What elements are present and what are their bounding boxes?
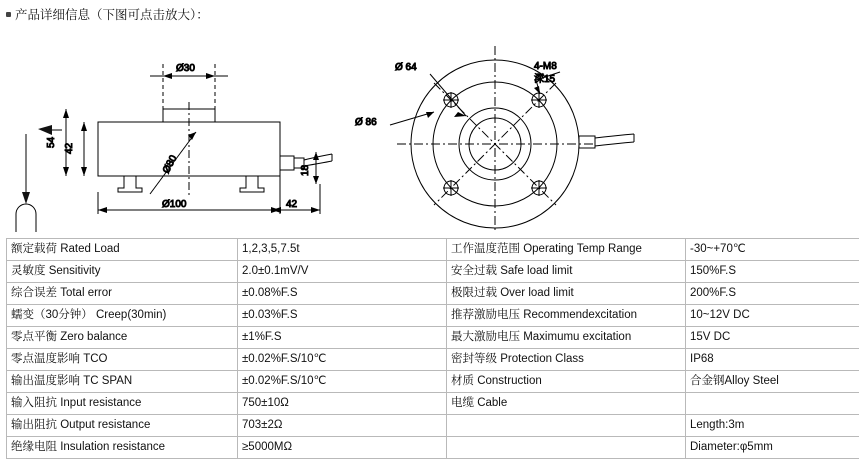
spec-label-cell: [7, 239, 238, 261]
spec-value2-cell: IP68: [686, 349, 859, 371]
spec-label-en: Output resistance: [60, 419, 150, 431]
spec-label-cell: [7, 371, 238, 393]
spec-value-cell: 750±10Ω: [238, 393, 447, 415]
spec-value2-cell: 200%F.S: [686, 283, 859, 305]
spec-value2-cell: 150%F.S: [686, 261, 859, 283]
dim-heights: [46, 109, 87, 176]
spec-label2-cell: [447, 349, 686, 371]
label-thread-depth: 深15: [534, 73, 556, 85]
bullet-icon: [6, 12, 11, 17]
sensor-top-view: [397, 46, 634, 232]
spec-value-cell: ±0.02%F.S/10℃: [238, 371, 447, 393]
spec-value2-cell: 合金钢Alloy Steel: [686, 371, 859, 393]
spec-label-en: Zero balance: [60, 331, 127, 343]
dim-cable-length: [272, 184, 320, 214]
table-row: [7, 349, 859, 371]
spec-label-cell: [7, 305, 238, 327]
spec-label-cell: [7, 349, 238, 371]
spec-label2-cell: [447, 437, 686, 459]
spec-label2-en: Protection Class: [500, 353, 584, 365]
table-row: [7, 239, 859, 261]
spec-value-cell: ≥5000MΩ: [238, 437, 447, 459]
spec-label2-cn: 密封等级: [451, 353, 500, 365]
spec-label2-cell: [447, 415, 686, 437]
spec-label2-cell: [447, 261, 686, 283]
spec-label-cell: [7, 327, 238, 349]
table-row: [7, 371, 859, 393]
spec-label2-cell: [447, 327, 686, 349]
spec-label-cn: 蠕变（30分钟）: [11, 309, 96, 321]
technical-drawing[interactable]: [0, 24, 859, 232]
spec-label2-cell: [447, 239, 686, 261]
spec-label-cell: [7, 415, 238, 437]
spec-label2-cell: [447, 371, 686, 393]
spec-label2-cn: 材质: [451, 375, 477, 387]
spec-label-cell: [7, 437, 238, 459]
sensor-side-body: [98, 102, 280, 196]
spec-label2-en: Recommendexcitation: [523, 309, 637, 321]
spec-label-en: Total error: [60, 287, 112, 299]
spec-value-cell: ±0.08%F.S: [238, 283, 447, 305]
spec-label-cn: 灵敏度: [11, 265, 49, 277]
spec-label-en: Rated Load: [60, 243, 119, 255]
spec-label-cn: 额定载荷: [11, 243, 60, 255]
spec-value2-cell: Length:3m: [686, 415, 859, 437]
spec-label2-cn: 电缆: [451, 397, 477, 409]
label-cable-length: 42: [286, 199, 298, 210]
table-row: [7, 261, 859, 283]
label-base-diameter: Ø100: [162, 199, 187, 210]
spec-value2-cell: [686, 393, 859, 415]
label-height-54: 54: [46, 136, 57, 148]
spec-label-en: Sensitivity: [49, 265, 101, 277]
spec-label2-en: Safe load limit: [500, 265, 572, 277]
spec-label2-en: Construction: [477, 375, 542, 387]
spec-label-cn: 输出阻抗: [11, 419, 60, 431]
spec-label2-cell: [447, 283, 686, 305]
table-row: [7, 327, 859, 349]
spec-label-en: Input resistance: [60, 397, 141, 409]
spec-value2-cell: 10~12V DC: [686, 305, 859, 327]
spec-label2-cn: 工作温度范围: [451, 243, 523, 255]
spec-label-cn: 输出温度影响 TC SPAN: [11, 375, 132, 387]
spec-label-cell: [7, 283, 238, 305]
spec-value2-cell: Diameter:φ5mm: [686, 437, 859, 459]
dim-cable-height: [300, 152, 319, 184]
table-row: [7, 393, 859, 415]
spec-label-cn: 零点平衡: [11, 331, 60, 343]
spec-label2-en: Over load limit: [500, 287, 574, 299]
spec-label2-cell: [447, 305, 686, 327]
table-row: [7, 437, 859, 459]
spec-value-cell: 703±2Ω: [238, 415, 447, 437]
spec-label-en: Insulation resistance: [60, 441, 165, 453]
dim-thread: [534, 61, 560, 94]
spec-value-cell: 1,2,3,5,7.5t: [238, 239, 447, 261]
spec-label-cn: 输入阻抗: [11, 397, 60, 409]
spec-label-cell: [7, 261, 238, 283]
label-thread-spec: 4-M8: [534, 61, 557, 72]
label-outer-diameter: Ø 64: [395, 62, 417, 73]
label-top-diameter: Ø30: [176, 63, 195, 74]
specification-table-body: [7, 239, 859, 459]
spec-value2-cell: 15V DC: [686, 327, 859, 349]
drawing-svg: [0, 24, 859, 232]
spec-label2-en: Operating Temp Range: [523, 243, 642, 255]
spec-label-cell: [7, 393, 238, 415]
spec-value-cell: ±1%F.S: [238, 327, 447, 349]
label-height-42: 42: [64, 142, 75, 154]
spec-value-cell: ±0.03%F.S: [238, 305, 447, 327]
spec-label-en: Creep(30min): [96, 309, 166, 321]
page-title-text: 产品详细信息（下图可点击放大）：: [15, 8, 209, 22]
cable-outlet-top: [579, 134, 634, 148]
spec-value-cell: ±0.02%F.S/10℃: [238, 349, 447, 371]
label-cable-height: 18: [300, 164, 311, 176]
spec-label2-cn: 极限过载: [451, 287, 500, 299]
spec-label2-cn: 最大激励电压: [451, 331, 523, 343]
label-mid-diameter: Ø 86: [355, 117, 377, 128]
table-row: [7, 283, 859, 305]
specification-table: [6, 238, 859, 459]
spec-label2-en: Maximumu excitation: [523, 331, 631, 343]
spec-label2-cn: 安全过载: [451, 265, 500, 277]
spec-label2-cn: 推荐激励电压: [451, 309, 523, 321]
page-title: [6, 5, 209, 23]
spec-label-cn: 绝缘电阻: [11, 441, 60, 453]
spec-label2-cell: [447, 393, 686, 415]
spec-label-cn: 综合误差: [11, 287, 60, 299]
spec-label2-en: Cable: [477, 397, 507, 409]
spec-value-cell: 2.0±0.1mV/V: [238, 261, 447, 283]
table-row: [7, 415, 859, 437]
spec-label-cn: 零点温度影响 TCO: [11, 353, 107, 365]
spec-value2-cell: -30~+70℃: [686, 239, 859, 261]
dim-mid-diameter: [355, 112, 434, 128]
table-row: [7, 305, 859, 327]
label-bolt-circle: Ø80: [161, 153, 180, 175]
